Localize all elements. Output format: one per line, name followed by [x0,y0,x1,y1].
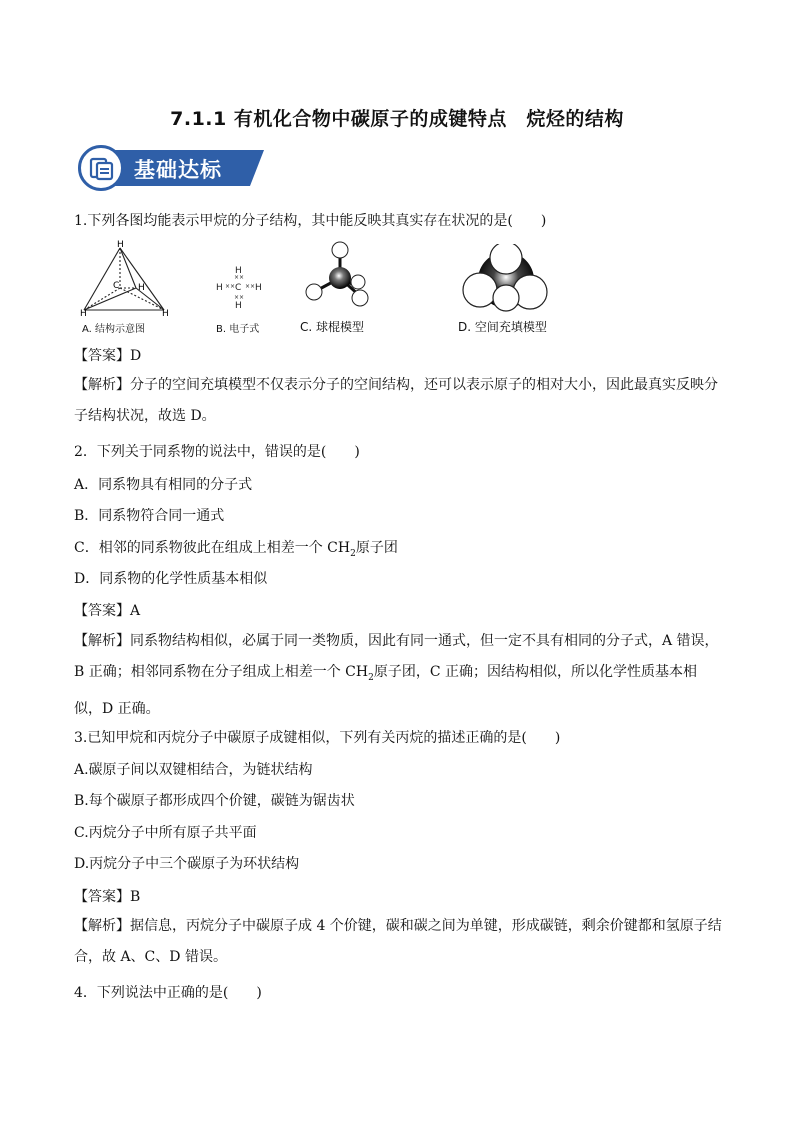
atom-c-label: C [113,281,120,291]
q1-answer: 【答案】D [74,348,142,364]
q2-analysis: 【解析】同系物结构相似，必属于同一类物质，因此有同一通式，但一定不具有相同的分子式，A 错误，B 正确；相邻同系物在分子组成上相差一个 $CH_2$原子团，C 正确；因结构相似，所以化学性质基本相似，D 正确。 [74,633,719,717]
methane-space-filling-model [460,244,550,314]
q3-option-c: C.丙烷分子中所有原子共平面 [74,825,257,841]
q2-option-b: B．同系物符合同一通式 [74,508,225,524]
q3-option-a: A.碳原子间以双键相结合，为链状结构 [74,762,313,778]
methane-ball-stick-model [300,238,376,314]
methane-structure-diagram [80,238,170,316]
q1-analysis: 【解析】分子的空间充填模型不仅表示分子的空间结构，还可以表示原子的相对大小，因此最真实反映分子结构状况，故选 D。 [74,377,718,424]
q4-stem: 4．下列说法中正确的是( ) [74,985,262,1001]
q2-option-a: A．同系物具有相同的分子式 [74,477,253,493]
q2-option-d: D．同系物的化学性质基本相似 [74,571,268,587]
banner-icon-circle [78,145,124,191]
atom-h-label: H [235,266,242,276]
q2-option-c: C．相邻的同系物彼此在组成上相差一个 $CH_2$原子团 [74,540,398,559]
page-title: 7.1.1 有机化合物中碳原子的成键特点 烷烃的结构 [170,108,624,130]
fig-a-caption: A. 结构示意图 [82,324,146,335]
electron-pair: ×× [234,294,245,301]
electron-pair: ×× [245,283,256,290]
electron-pair: ×× [234,274,245,281]
electron-pair: ×× [225,283,236,290]
document-stack-icon [89,156,115,182]
section-banner [78,145,250,191]
q1-stem: 1.下列各图均能表示甲烷的分子结构，其中能反映其真实存在状况的是( ) [74,213,547,229]
atom-h-label: H [162,309,169,316]
q1-figures [74,238,614,338]
methane-electron-formula [214,264,268,312]
fig-b-caption: B. 电子式 [216,324,260,335]
q3-option-b: B.每个碳原子都形成四个价键，碳链为锯齿状 [74,793,355,809]
banner-label: 基础达标 [134,158,222,182]
q3-analysis: 【解析】据信息，丙烷分子中碳原子成 4 个价键，碳和碳之间为单键，形成碳链，剩余价键都和氢原子结合，故 A、C、D 错误。 [74,918,722,965]
atom-h-label: H [235,301,242,311]
atom-h-label: H [138,283,145,293]
fig-c-caption: C. 球棍模型 [300,320,365,334]
atom-h-label: H [216,283,223,293]
fig-d-caption: D. 空间充填模型 [458,320,547,334]
q3-answer: 【答案】B [74,889,141,905]
q3-option-d: D.丙烷分子中三个碳原子为环状结构 [74,856,300,872]
atom-h-label: H [255,283,262,293]
q3-stem: 3.已知甲烷和丙烷分子中碳原子成键相似，下列有关丙烷的描述正确的是( ) [74,730,561,746]
atom-c-label: C [235,283,242,293]
atom-h-label: H [117,240,124,250]
atom-h-label: H [80,309,87,316]
q2-stem: 2．下列关于同系物的说法中，错误的是( ) [74,444,360,460]
q2-answer: 【答案】A [74,603,141,619]
